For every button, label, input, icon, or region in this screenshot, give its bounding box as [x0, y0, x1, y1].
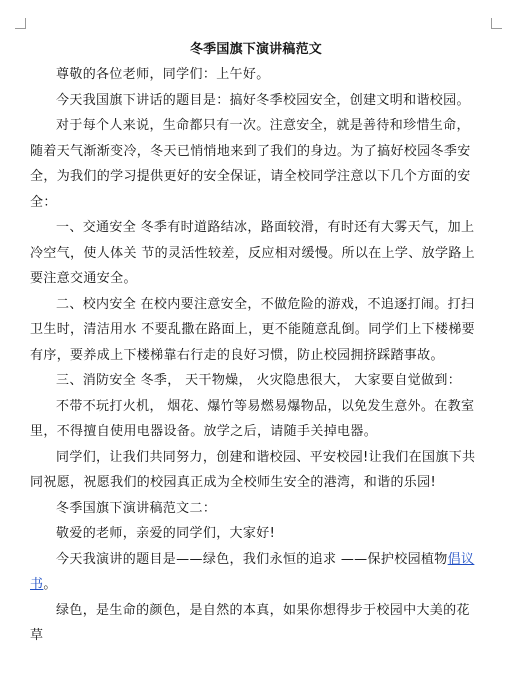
document-title: 冬季国旗下演讲稿范文	[189, 42, 322, 57]
paragraph-second-topic-end: 。	[43, 577, 57, 592]
paragraph-topic: 今天我国旗下讲话的题目是：搞好冬季校园安全，创建文明和谐校园。	[56, 92, 470, 108]
paragraph-second-topic	[30, 547, 482, 598]
paragraph-traffic-safety: 一、交通安全 冬季有时道路结冰，路面较滑，有时还有大雾天气，加上冷空气，使人体关 节的灵活性较差，反应相对缓慢。所以在上学、放学路上要注意交通安全。	[30, 220, 476, 286]
paragraph-greeting: 尊敬的各位老师，同学们：上午好。	[56, 67, 270, 82]
paragraph-fire-rules: 不带不玩打火机， 烟花、爆竹等易燃易爆物品，以免发生意外。在教室里，不得擅自使用电器设备。放学之后，请随手关掉电器。	[30, 398, 475, 439]
paragraph-fire-safety: 三、消防安全 冬季， 天干物燥， 火灾隐患很大， 大家要自觉做到：	[56, 373, 462, 388]
document-body	[30, 38, 482, 649]
paragraph-second-topic-text: 今天我演讲的题目是——绿色，我们永恒的追求 ——保护校园植物	[56, 551, 448, 567]
crop-mark-top-right	[491, 18, 502, 29]
proposal-link[interactable]: 倡议书	[30, 551, 475, 592]
paragraph-cut-off: 绿色，是生命的颜色，是自然的本真，如果你想得步于校园中大美的花草	[30, 602, 470, 643]
paragraph-second-title: 冬季国旗下演讲稿范文二：	[56, 500, 217, 516]
paragraph-second-greeting: 敬爱的老师，亲爱的同学们，大家好!	[56, 526, 276, 541]
paragraph-intro: 对于每个人来说，生命都只有一次。注意安全，就是善待和珍惜生命，随着天气渐渐变冷，冬天已悄悄地来到了我们的身边。为了搞好校园冬季安全，为我们的学习提供更好的安全保证，请全校同学注意以下几个方面的安全：	[30, 118, 471, 210]
paragraph-campus-safety: 二、校内安全 在校内要注意安全，不做危险的游戏，不追逐打闹。打扫卫生时，清洁用水 不要乱撒在路面上，更不能随意乱倒。同学们上下楼梯要有序，要养成上下楼梯靠右行走的良好习惯，防止校园拥挤踩踏事故。	[30, 296, 476, 363]
paragraph-closing: 同学们，让我们共同努力，创建和谐校园、平安校园!让我们在国旗下共同祝愿，祝愿我们的校园真正成为全校师生安全的港湾，和谐的乐园!	[30, 449, 476, 490]
crop-mark-top-left	[15, 18, 26, 29]
